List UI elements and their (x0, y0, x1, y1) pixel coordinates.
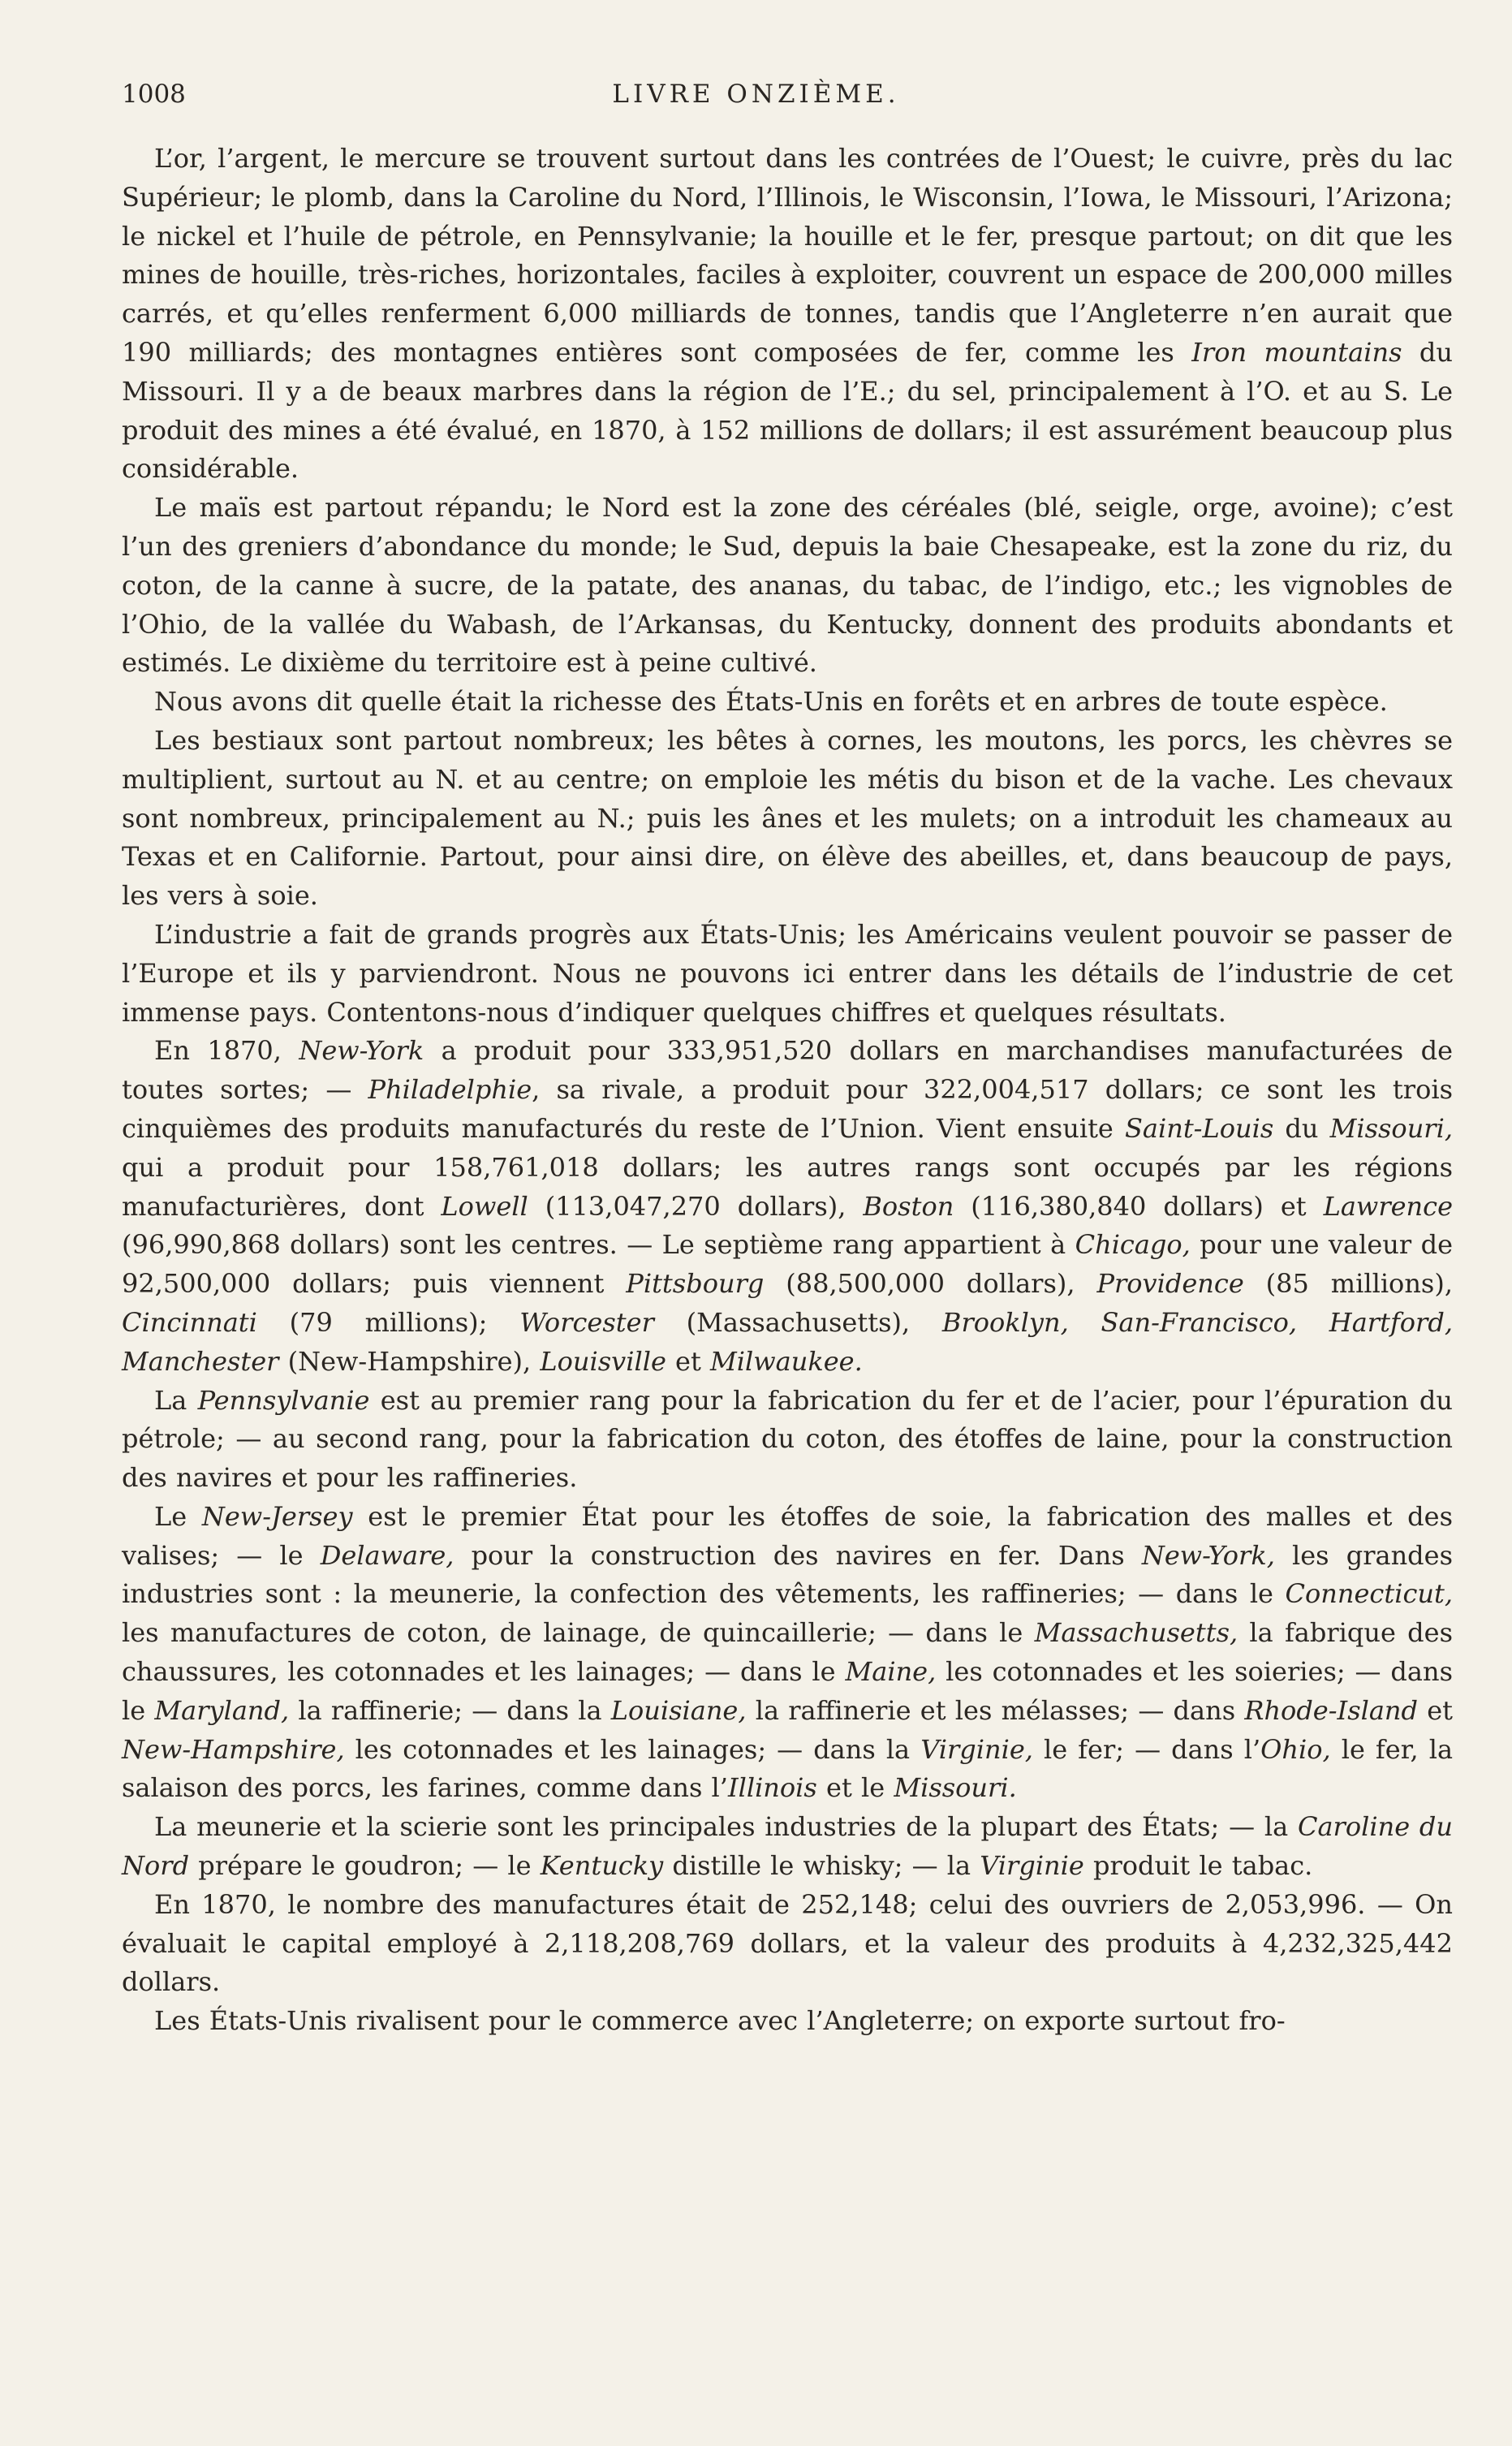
text-run: (116,380,840 dollars) et (954, 1190, 1324, 1222)
text-run: , sa rivale, a produit pour 322,004,517 dollars; ce sont les trois cinquièmes des produits manufacturés du reste de l’Union. Vient ensuite (122, 1074, 1454, 1144)
italic-place-name: New-York (299, 1035, 424, 1067)
italic-place-name: Lawrence (1323, 1190, 1454, 1222)
text-run: (88,500,000 dollars), (764, 1268, 1097, 1300)
italic-place-name: Pittsbourg (626, 1268, 765, 1300)
text-run: L’industrie a fait de grands progrès aux États-Unis; les Américains veulent pouvoir se passer de l’Europe et ils y parviendront. Nous ne pouvons ici entrer dans les détails de l’industrie de cet immense pays. Contentons-nous d’indiquer quelques chiffres et quelques résultats. (122, 918, 1453, 1028)
italic-place-name: Delaware, (320, 1539, 454, 1571)
text-run: pour la construction des navires en fer. Dans (454, 1539, 1142, 1571)
text-run: Les États-Unis rivalisent pour le commerce avec l’Angleterre; on exporte surtout fro- (154, 2005, 1286, 2037)
text-run: la raffinerie et les mélasses; — dans (746, 1694, 1245, 1726)
paragraph-industry-intro (122, 916, 1453, 1032)
paragraph-milling (122, 1808, 1453, 1886)
italic-place-name: Saint-Louis (1124, 1112, 1274, 1144)
italic-place-name: Louisiane, (610, 1694, 747, 1726)
italic-place-name: Boston (863, 1190, 954, 1222)
chapter-title: LIVRE ONZIÈME. (612, 80, 900, 109)
paragraph-statistics-1870 (122, 1886, 1453, 2002)
text-run: les manufactures de coton, de lainage, de quincaillerie; — dans le (122, 1617, 1035, 1649)
italic-place-name: Missouri, (1329, 1112, 1453, 1144)
italic-place-name: New-Hampshire, (122, 1733, 345, 1765)
italic-place-name: Brooklyn, San-Francisco, Hartford, Manchester (122, 1306, 1454, 1377)
italic-place-name: Providence (1096, 1268, 1244, 1300)
italic-place-name: Cincinnati (122, 1306, 257, 1338)
text-run: Le maïs est partout répandu; le Nord est la zone des céréales (blé, seigle, orge, avoine); c’est l’un des greniers d’abondance du monde; le Sud, depuis la baie Chesapeake, est la zone du riz, du coton, de la canne à sucre, de la patate, des ananas, du tabac, de l’indigo, etc.; les vignobles de l’Ohio, de la vallée du Wabash, de l’Arkansas, du Kentucky, donnent des produits abondants et estimés. Le dixième du territoire est à peine cultivé. (122, 492, 1453, 679)
text-run: Nous avons dit quelle était la richesse des États-Unis en forêts et en arbres de toute espèce. (154, 686, 1388, 718)
text-run: En 1870, (154, 1035, 299, 1067)
text-run: les grandes industries sont : la meunerie, la confection des vêtements, les raffineries; — dans le (122, 1539, 1454, 1610)
text-run: le fer; — dans l’ (1032, 1733, 1261, 1765)
text-run: pour une valeur de 92,500,000 dollars; puis viennent (122, 1229, 1454, 1300)
italic-place-name: Ohio, (1260, 1733, 1331, 1765)
text-run: prépare le goudron; — le (189, 1850, 541, 1882)
paragraph-mines (122, 140, 1453, 489)
text-run: (96,990,868 dollars) sont les centres. — Le septième rang appartient à (122, 1229, 1075, 1261)
text-run: la fabrique des chaussures, les cotonnades et les lainages; — dans le (122, 1617, 1454, 1688)
running-head (122, 80, 1390, 115)
page-number: 1008 (122, 80, 186, 109)
italic-place-name: New-Jersey (201, 1500, 353, 1532)
text-run: (113,047,270 dollars), (528, 1190, 864, 1222)
italic-place-name: Iron mountains (1191, 336, 1402, 368)
italic-place-name: Louisville (540, 1345, 666, 1377)
text-run: distille le whisky; — la (663, 1850, 980, 1882)
paragraph-manufacturing-cities (122, 1032, 1453, 1381)
italic-place-name: Maryland, (154, 1694, 290, 1726)
italic-place-name: Lowell (441, 1190, 528, 1222)
text-run: La (154, 1384, 198, 1416)
italic-place-name: Massachusetts, (1034, 1617, 1238, 1649)
text-run: Le (154, 1500, 202, 1532)
italic-place-name: Maine, (845, 1656, 937, 1688)
text-run: le fer, la salaison des porcs, les farines, comme dans l’ (122, 1733, 1454, 1804)
paragraph-state-industries (122, 1498, 1453, 1808)
text-run: du Missouri. Il y a de beaux marbres dans la région de l’E.; du sel, principalement à l’O. et au S. Le produit des mines a été évalué, en 1870, à 152 millions de dollars; il est assurément beaucoup plus considérable. (122, 336, 1454, 485)
italic-place-name: Caroline du Nord (122, 1811, 1454, 1882)
text-run: (New-Hampshire), (278, 1345, 541, 1377)
italic-place-name: Connecticut, (1285, 1578, 1453, 1610)
text-run: et (666, 1345, 711, 1377)
text-run: a produit pour 333,951,520 dollars en marchandises manufacturées de toutes sortes; — (122, 1035, 1454, 1106)
paragraph-livestock (122, 722, 1453, 916)
italic-place-name: Philadelphie (368, 1074, 532, 1106)
text-run: est au premier rang pour la fabrication du fer et de l’acier, pour l’épuration du pétrole; — au second rang, pour la fabrication du coton, des étoffes de laine, pour la construction des navires et pour les raffineries. (122, 1384, 1454, 1494)
italic-place-name: Kentucky (540, 1850, 664, 1882)
text-run: les cotonnades et les lainages; — dans la (344, 1733, 921, 1765)
text-run: les cotonnades et les soieries; — dans le (122, 1656, 1454, 1726)
text-run: et (1418, 1694, 1454, 1726)
text-run: (Massachusetts), (653, 1306, 942, 1338)
italic-place-name: Virginie (980, 1850, 1084, 1882)
italic-place-name: Worcester (519, 1306, 654, 1338)
italic-place-name: Illinois (727, 1772, 817, 1804)
text-run: et le (816, 1772, 894, 1804)
text-run: (79 millions); (256, 1306, 520, 1338)
text-run: Les bestiaux sont partout nombreux; les bêtes à cornes, les moutons, les porcs, les chèvres se multiplient, surtout au N. et au centre; on emploie les métis du bison et de la vache. Les chevaux sont nombreux, principalement au N.; puis les ânes et les mulets; on a introduit les chameaux au Texas et en Californie. Partout, pour ainsi dire, on élève des abeilles, et, dans beaucoup de pays, les vers à soie. (122, 724, 1453, 912)
italic-place-name: New-York, (1141, 1539, 1275, 1571)
text-run: qui a produit pour 158,761,018 dollars; les autres rangs sont occupés par les régions manufacturières, dont (122, 1151, 1453, 1222)
text-run: la raffinerie; — dans la (289, 1694, 611, 1726)
paragraph-agriculture (122, 489, 1453, 683)
text-run: En 1870, le nombre des manufactures était de 252,148; celui des ouvriers de 2,053,996. — On évaluait le capital employé à 2,118,208,769 dollars, et la valeur des produits à 4,232,325,442 dollars. (122, 1888, 1453, 1998)
italic-place-name: Chicago, (1075, 1229, 1191, 1261)
italic-place-name: Pennsylvanie (197, 1384, 370, 1416)
text-run: L’or, l’argent, le mercure se trouvent surtout dans les contrées de l’Ouest; le cuivre, près du lac Supérieur; le plomb, dans la Caroline du Nord, l’Illinois, le Wisconsin, l’Iowa, le Missouri, l’Arizona; le nickel et l’huile de pétrole, en Pennsylvanie; la houille et le fer, presque partout; on dit que les mines de houille, très-riches, horizontales, faciles à exploiter, couvrent un espace de 200,000 milles carrés, et qu’elles renferment 6,000 milliards de tonnes, tandis que l’Angleterre n’en aurait que 190 milliards; des montagnes entières sont composées de fer, comme les (122, 143, 1453, 368)
paragraph-commerce (122, 2002, 1453, 2041)
text-run: produit le tabac. (1083, 1850, 1313, 1882)
paragraph-pennsylvania (122, 1382, 1453, 1498)
body-text (122, 140, 1453, 2041)
text-run: est le premier État pour les étoffes de soie, la fabrication des malles et des valises; — le (122, 1500, 1454, 1571)
paragraph-forests (122, 683, 1453, 722)
italic-place-name: Milwaukee. (710, 1345, 863, 1377)
text-run: du (1273, 1112, 1330, 1144)
italic-place-name: Missouri. (894, 1772, 1017, 1804)
text-run: La meunerie et la scierie sont les principales industries de la plupart des États; — la (154, 1811, 1298, 1843)
italic-place-name: Virginie, (920, 1733, 1033, 1765)
italic-place-name: Rhode-Island (1244, 1694, 1419, 1726)
text-run: (85 millions), (1243, 1268, 1454, 1300)
